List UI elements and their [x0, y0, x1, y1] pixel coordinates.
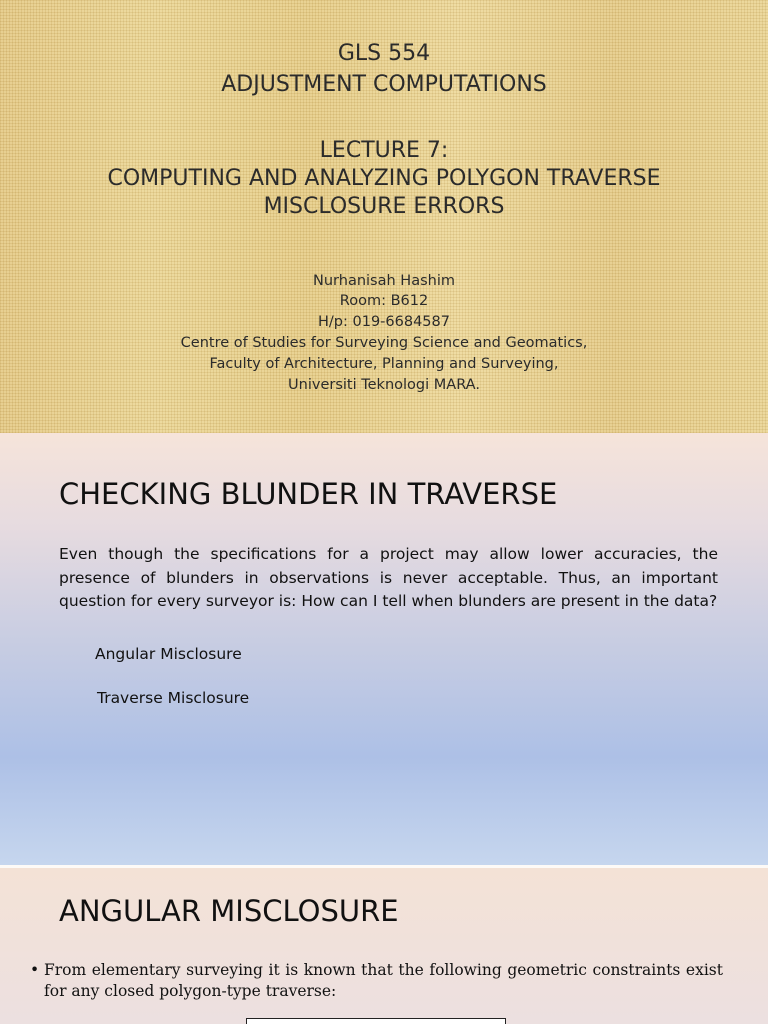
bullet-icon: • [30, 961, 40, 979]
blunder-slide [0, 433, 768, 865]
lecture-number: LECTURE 7: [319, 138, 449, 163]
phone-number: H/p: 019-6684587 [318, 314, 450, 330]
slide-paragraph: Even though the specifications for a project may allow lower accuracies, the presence of blunders in observations is never acceptable. Thus, an important question for every surveyor is: How can I tell when blunders are present in the data? [59, 545, 718, 610]
formula-box [246, 1018, 506, 1024]
bullet-text: From elementary surveying it is known that the following geometric constraints exist for any closed polygon-type traverse: [44, 961, 723, 1000]
list-item-traverse-misclosure: Traverse Misclosure [97, 689, 250, 707]
author-name: Nurhanisah Hashim [313, 273, 455, 289]
slide-heading: CHECKING BLUNDER IN TRAVERSE [59, 477, 558, 511]
lecture-title-line1: COMPUTING AND ANALYZING POLYGON TRAVERSE [107, 166, 661, 191]
course-code: GLS 554 [337, 41, 431, 66]
slide-heading: ANGULAR MISCLOSURE [59, 894, 399, 928]
room-number: Room: B612 [339, 293, 429, 309]
angular-misclosure-slide [0, 868, 768, 1024]
course-title: ADJUSTMENT COMPUTATIONS [221, 72, 547, 97]
bullet-point [30, 960, 723, 1002]
list-item-angular-misclosure: Angular Misclosure [95, 645, 242, 663]
lecture-title-line2: MISCLOSURE ERRORS [263, 194, 505, 219]
faculty: Faculty of Architecture, Planning and Surveying, [209, 356, 559, 372]
university: Universiti Teknologi MARA. [288, 377, 480, 393]
title-slide [0, 0, 768, 433]
department: Centre of Studies for Surveying Science and Geomatics, [180, 335, 588, 351]
